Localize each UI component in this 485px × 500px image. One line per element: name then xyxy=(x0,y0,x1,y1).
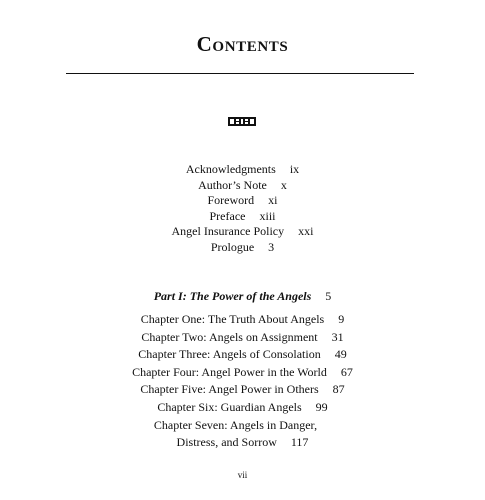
toc-entry xyxy=(0,193,485,209)
toc-entry xyxy=(0,224,485,240)
toc-entry xyxy=(0,240,485,256)
entry-page: xi xyxy=(268,193,278,208)
page-title: Contents xyxy=(196,32,289,56)
chapter-page: 31 xyxy=(331,329,344,344)
chapter-label: Chapter Two: Angels on Assignment xyxy=(141,329,318,344)
chapter-page: 117 xyxy=(290,435,309,450)
chapter-label: Chapter Six: Guardian Angels xyxy=(157,399,302,414)
chapter-label: Chapter Five: Angel Power in Others xyxy=(140,382,319,397)
chapter-entry xyxy=(0,311,485,329)
chapter-label: Chapter Three: Angels of Consolation xyxy=(138,347,321,362)
chapter-list xyxy=(0,311,485,452)
chapter-entry xyxy=(0,417,485,435)
entry-label: Prologue xyxy=(210,239,255,254)
entry-page: xxi xyxy=(298,224,314,239)
toc-entry xyxy=(0,209,485,225)
chapter-page: 49 xyxy=(334,347,347,362)
chapter-entry xyxy=(0,434,485,452)
part-heading xyxy=(0,289,485,304)
entry-label: Preface xyxy=(209,208,246,223)
entry-label: Angel Insurance Policy xyxy=(171,224,285,239)
entry-page: ix xyxy=(289,162,300,176)
chapter-label: Chapter One: The Truth About Angels xyxy=(140,312,325,326)
chapter-label: Distress, and Sorrow xyxy=(176,435,277,450)
entry-page: xiii xyxy=(259,208,276,223)
entry-page: x xyxy=(280,177,287,192)
entry-label: Foreword xyxy=(207,193,255,208)
chapter-page: 99 xyxy=(315,399,328,414)
chapter-page: 87 xyxy=(332,382,345,397)
chapter-entry xyxy=(0,381,485,399)
chapter-entry xyxy=(0,364,485,382)
front-matter-list xyxy=(0,162,485,256)
entry-label: Acknowledgments xyxy=(185,162,276,176)
toc-entry xyxy=(0,162,485,178)
entry-label: Author’s Note xyxy=(198,177,267,192)
part-page: 5 xyxy=(325,289,332,303)
chapter-page: 67 xyxy=(340,364,353,379)
chapter-label: Chapter Four: Angel Power in the World xyxy=(132,364,327,379)
ornament-icon xyxy=(228,117,256,126)
chapter-label: Chapter Seven: Angels in Danger, xyxy=(153,417,318,432)
title-rule xyxy=(66,73,414,74)
chapter-entry xyxy=(0,399,485,417)
entry-page: 3 xyxy=(268,239,275,254)
part-title: Part I: The Power of the Angels xyxy=(153,289,312,303)
chapter-page: 9 xyxy=(338,312,345,326)
chapter-entry xyxy=(0,329,485,347)
page-number: vii xyxy=(237,470,248,480)
toc-entry xyxy=(0,178,485,194)
chapter-entry xyxy=(0,346,485,364)
